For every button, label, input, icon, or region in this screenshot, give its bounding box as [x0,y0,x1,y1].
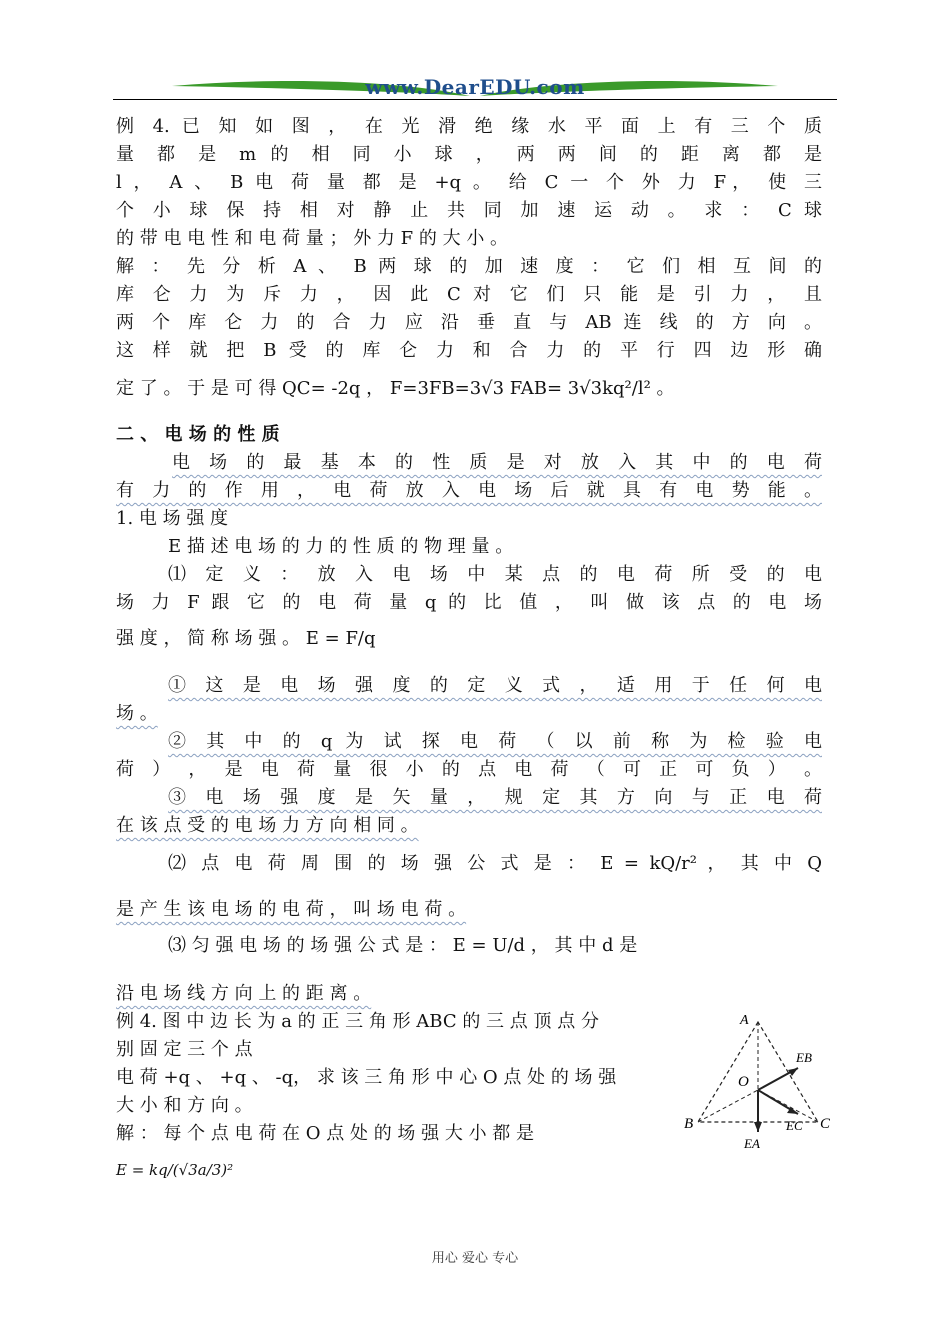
footer-motto: 用心 爱心 专心 [431,1251,519,1266]
text-line: 量 都 是 m 的 相 同 小 球 ， 两 两 间 的 距 离 都 是 [116,144,822,165]
text-line: l ， A 、 B 电 荷 量 都 是 +q 。 给 C 一 个 外 力 F， 使 三 [116,172,822,193]
text-line: 两 个 库 仑 力 的 合 力 应 沿 垂 直 与 AB 连 线 的 方 向 。 [116,312,822,333]
triangle-field-diagram [680,1010,830,1155]
label-c: C [820,1116,830,1132]
text-line: 的 带 电 电 性 和 电 荷 量 ； 外 力 F 的 大 小 。 [116,228,509,249]
label-b: B [684,1116,694,1132]
text-line: 例 4. 图 中 边 长 为 a 的 正 三 角 形 ABC 的 三 点 顶 点 分 [116,1011,599,1032]
text-line: 例 4. 已 知 如 图 ， 在 光 滑 绝 缘 水 平 面 上 有 三 个 质 [116,116,822,137]
text-line: ② 其 中 的 q 为 试 探 电 荷 （ 以 前 称 为 检 验 电 [168,731,822,752]
text-line: 解 ： 先 分 析 A 、 B 两 球 的 加 速 度 ： 它 们 相 互 间 的 [116,256,822,277]
label-eb: EB [796,1050,812,1065]
text-line: 定 了 。 于 是 可 得 QC= -2q ， F=3FB=3√3 FAB= 3√3kq²/l² 。 [116,378,675,399]
text-line: ③ 电 场 强 度 是 矢 量 ， 规 定 其 方 向 与 正 电 荷 [168,787,822,808]
label-o: O [738,1074,749,1090]
text-line: 这 样 就 把 B 受 的 库 仑 力 和 合 力 的 平 行 四 边 形 确 [116,340,823,361]
subsection-heading: 1. 电 场 强 度 [116,508,229,529]
text-line: 库 仑 力 为 斥 力 ， 因 此 C 对 它 们 只 能 是 引 力 ， 且 [116,284,822,305]
text-line: ⑵ 点 电 荷 周 围 的 场 强 公 式 是 ： E = kQ/r² ， 其 中 Q [168,853,822,874]
text-line: 大 小 和 方 向 。 [116,1095,253,1116]
text-line: 个 小 球 保 持 相 对 静 止 共 同 加 速 运 动 。 求 ： C 球 [116,200,822,221]
text-line: 场 力 F 跟 它 的 电 荷 量 q 的 比 值 ， 叫 做 该 点 的 电 场 [116,592,822,613]
header-rule [113,99,837,100]
label-a: A [740,1013,749,1028]
text-line: ⑶ 匀 强 电 场 的 场 强 公 式 是 ： E = U/d ， 其 中 d 是 [168,935,638,956]
text-line: 沿 电 场 线 方 向 上 的 距 离 。 [116,983,372,1004]
text-line: 在 该 点 受 的 电 场 力 方 向 相 同 。 [116,815,419,836]
text-line: 强 度 ， 简 称 场 强 。 E = F/q [116,628,376,649]
text-line: 电 荷 +q 、 +q 、 -q， 求 该 三 角 形 中 心 O 点 处 的 场 强 [116,1067,617,1088]
label-ec: EC [786,1118,803,1133]
text-line: 电 场 的 最 基 本 的 性 质 是 对 放 入 其 中 的 电 荷 [172,452,822,473]
text-line: ⑴ 定 义 ： 放 入 电 场 中 某 点 的 电 荷 所 受 的 电 [168,564,822,585]
header-site-name: www.DearEDU.com [365,75,585,99]
text-line: ① 这 是 电 场 强 度 的 定 义 式 ， 适 用 于 任 何 电 [168,675,822,696]
formula-line: E = kq/(√3a/3)² [116,1161,234,1179]
text-line: 荷 ） ， 是 电 荷 量 很 小 的 点 电 荷 （ 可 正 可 负 ） 。 [116,759,822,780]
text-line: 别 固 定 三 个 点 [116,1039,253,1060]
label-ea: EA [744,1136,760,1151]
text-line: E 描 述 电 场 的 力 的 性 质 的 物 理 量 。 [168,536,514,557]
section-heading: 二 、 电 场 的 性 质 [116,424,280,445]
text-line: 场 。 [116,703,158,724]
text-line: 是 产 生 该 电 场 的 电 荷 ， 叫 场 电 荷 。 [116,899,467,920]
text-line: 解 ： 每 个 点 电 荷 在 O 点 处 的 场 强 大 小 都 是 [116,1123,535,1144]
text-line: 有 力 的 作 用 ， 电 荷 放 入 电 场 后 就 具 有 电 势 能 。 [116,480,822,501]
